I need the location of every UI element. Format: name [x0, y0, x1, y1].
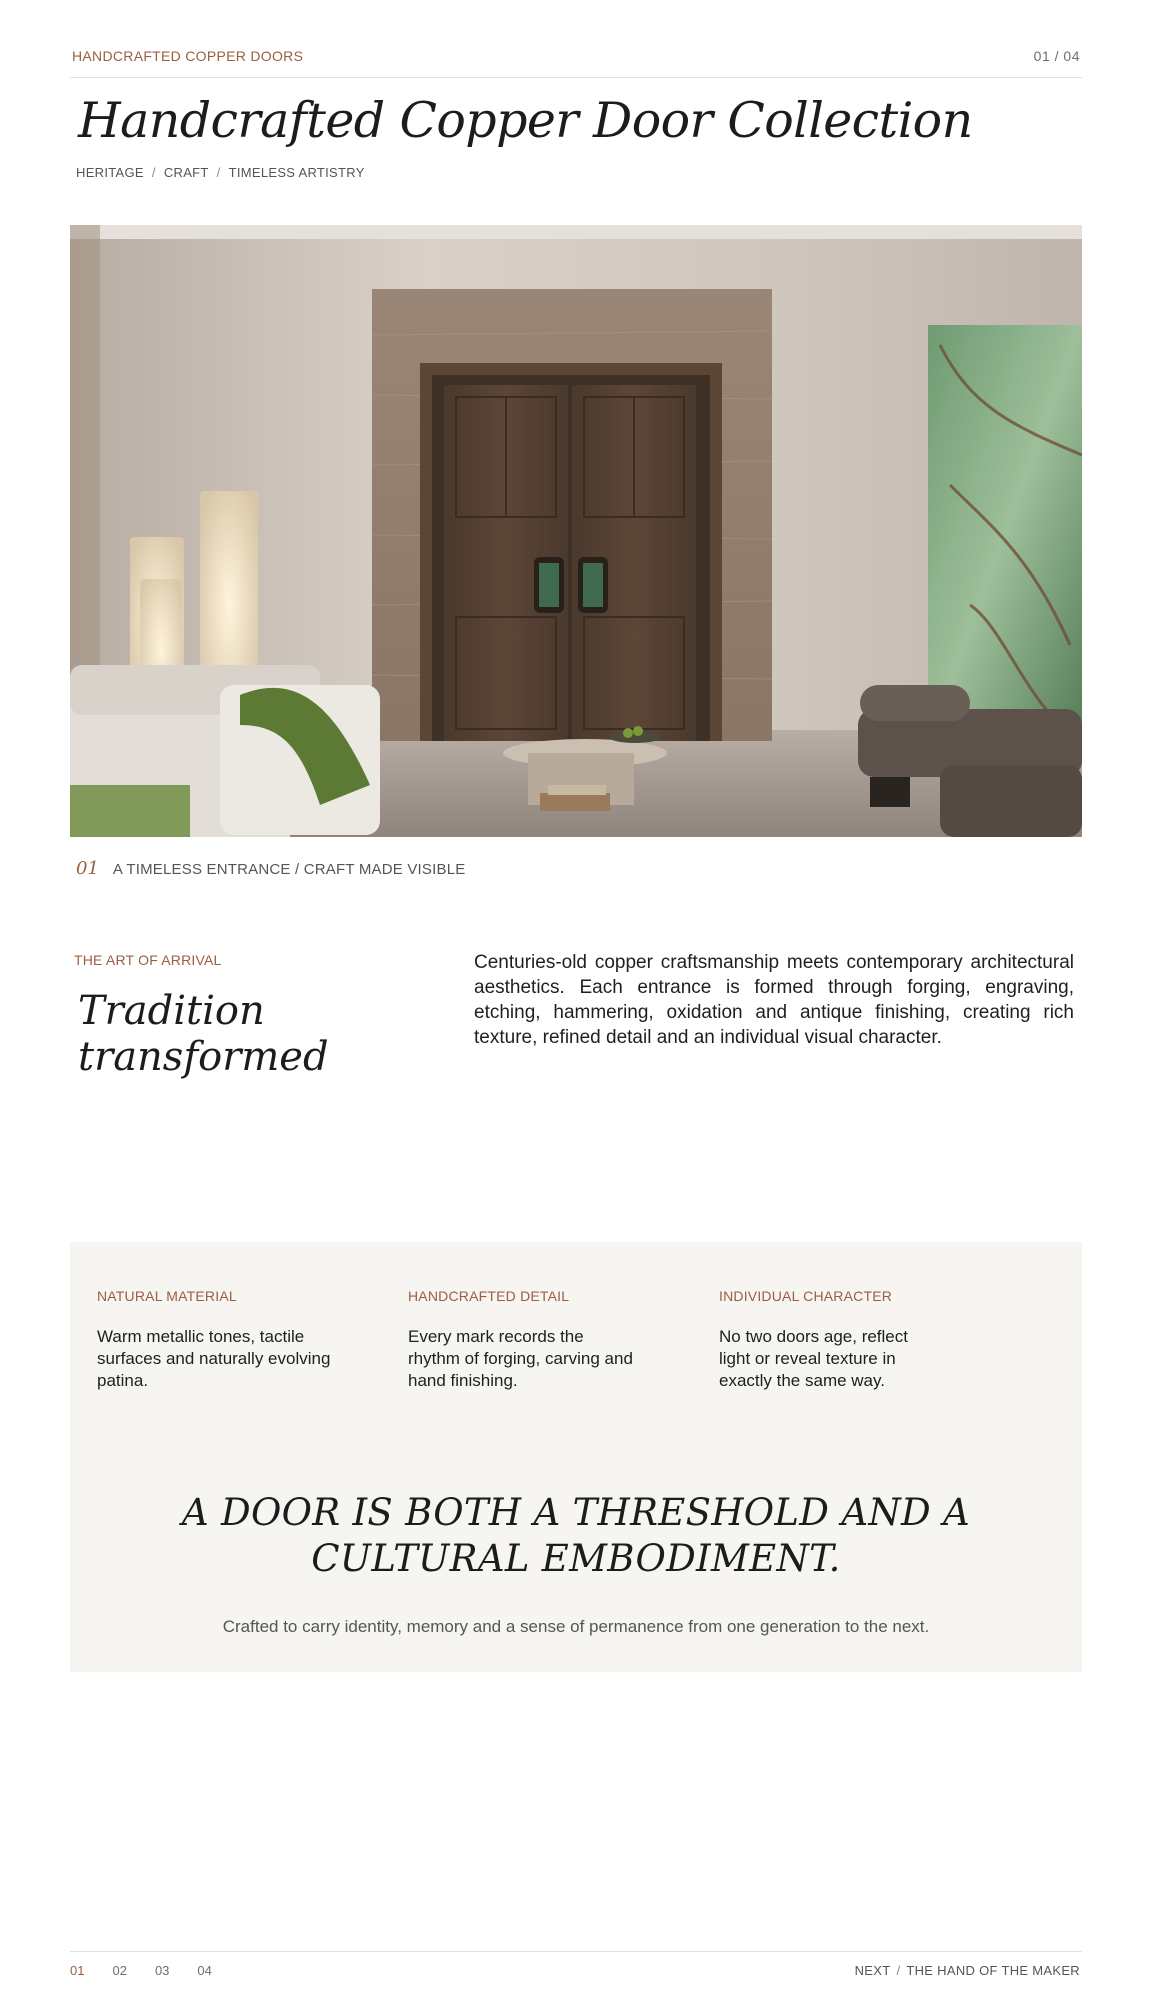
next-label: THE HAND OF THE MAKER — [906, 1963, 1080, 1978]
hero-illustration — [70, 225, 1082, 837]
feature-label: HANDCRAFTED DETAIL — [408, 1288, 570, 1304]
hero-caption — [76, 858, 465, 879]
section-body: Centuries-old copper craftsmanship meets contemporary architectural aesthetics. Each entrance is formed through forging, engraving, etching, hammering, oxidation and antique finishing, creating rich texture, refined detail and an individual visual character. — [474, 952, 1074, 1048]
feature-description: No two doors age, reflect light or reveal texture in exactly the same way. — [719, 1327, 908, 1390]
feature-individual-character — [719, 1288, 939, 1392]
quote-subtext: Crafted to carry identity, memory and a sense of permanence from one generation to the next. — [222, 1617, 930, 1636]
section-label: THE ART OF ARRIVAL — [74, 952, 222, 968]
breadcrumb-separator: / — [216, 165, 221, 180]
feature-description: Warm metallic tones, tactile surfaces and naturally evolving patina. — [97, 1327, 331, 1390]
breadcrumb — [76, 165, 365, 180]
feature-label: INDIVIDUAL CHARACTER — [719, 1288, 893, 1304]
page-counter: 01 / 04 — [1033, 48, 1080, 64]
pull-quote — [70, 1490, 1082, 1582]
heading-line-1: Tradition — [78, 988, 265, 1034]
brand-label[interactable]: HANDCRAFTED COPPER DOORS — [72, 48, 304, 64]
next-separator: / — [896, 1963, 901, 1978]
caption-text: A TIMELESS ENTRANCE / CRAFT MADE VISIBLE — [112, 861, 466, 878]
page-title: Handcrafted Copper Door Collection — [78, 92, 973, 149]
breadcrumb-item-craft: CRAFT — [163, 165, 209, 180]
page-links — [70, 1963, 240, 1978]
section-heading — [78, 988, 408, 1080]
page-link-01[interactable]: 01 — [70, 1963, 85, 1978]
feature-natural-material — [97, 1288, 337, 1392]
page-link-02[interactable]: 02 — [112, 1963, 127, 1978]
top-bar — [70, 48, 1082, 78]
quote-line-2: CULTURAL EMBODIMENT. — [311, 1537, 841, 1580]
feature-description: Every mark records the rhythm of forging, carving and hand finishing. — [408, 1327, 633, 1390]
heading-line-2: transformed — [78, 1034, 329, 1080]
breadcrumb-separator: / — [151, 165, 156, 180]
page-link-03[interactable]: 03 — [154, 1963, 170, 1978]
hero-image — [70, 225, 1082, 837]
breadcrumb-item-timeless-artistry: TIMELESS ARTISTRY — [228, 165, 365, 180]
features-panel — [70, 1242, 1082, 1672]
feature-label: NATURAL MATERIAL — [97, 1288, 237, 1304]
feature-handcrafted-detail — [408, 1288, 638, 1392]
next-link[interactable] — [855, 1963, 1080, 1978]
quote-line-1: A DOOR IS BOTH A THRESHOLD AND A — [181, 1491, 971, 1534]
breadcrumb-item-heritage: HERITAGE — [76, 165, 144, 180]
bottom-nav — [70, 1951, 1082, 1991]
next-prefix: NEXT — [854, 1963, 891, 1978]
page-link-04[interactable]: 04 — [197, 1963, 212, 1978]
caption-number: 01 — [76, 858, 99, 879]
